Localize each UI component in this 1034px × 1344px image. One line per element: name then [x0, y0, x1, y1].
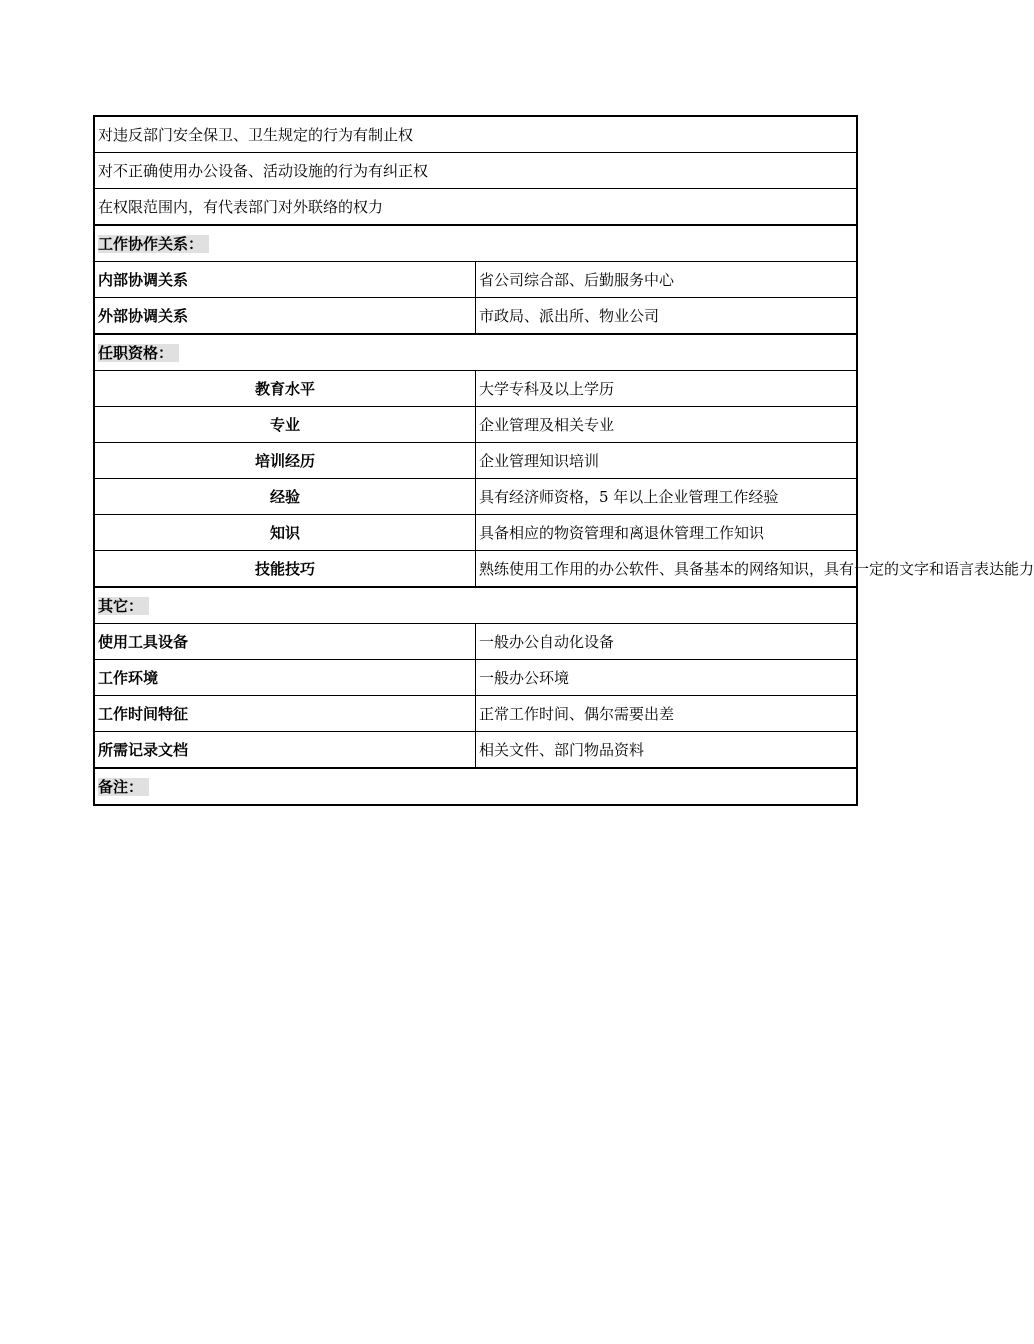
other-row — [94, 732, 857, 769]
authority-text: 在权限范围内，有代表部门对外联络的权力 — [94, 189, 857, 226]
other-row — [94, 696, 857, 732]
cooperation-row — [94, 298, 857, 335]
qualification-row — [94, 371, 857, 407]
row-label: 经验 — [94, 479, 476, 515]
row-value: 企业管理及相关专业 — [476, 407, 858, 443]
row-label: 专业 — [94, 407, 476, 443]
row-value: 省公司综合部、后勤服务中心 — [476, 262, 858, 298]
row-value: 大学专科及以上学历 — [476, 371, 858, 407]
qualification-row — [94, 515, 857, 551]
row-value: 企业管理知识培训 — [476, 443, 858, 479]
row-label: 教育水平 — [94, 371, 476, 407]
section-heading-qualifications: 任职资格： — [98, 344, 179, 362]
qualification-row — [94, 479, 857, 515]
section-heading-cooperation: 工作协作关系： — [98, 235, 209, 253]
job-description-table — [93, 115, 1034, 806]
section-qualifications — [94, 334, 857, 371]
row-label: 知识 — [94, 515, 476, 551]
other-row — [94, 660, 857, 696]
row-value: 市政局、派出所、物业公司 — [476, 298, 858, 335]
section-cooperation — [94, 225, 857, 262]
qualification-row — [94, 443, 857, 479]
section-remarks — [94, 768, 857, 805]
row-value: 相关文件、部门物品资料 — [476, 732, 858, 769]
row-value: 正常工作时间、偶尔需要出差 — [476, 696, 858, 732]
section-other — [94, 587, 857, 624]
row-label: 培训经历 — [94, 443, 476, 479]
row-value: 熟练使用工作用的办公软件、具备基本的网络知识，具有一定的文字和语言表达能力 — [476, 551, 858, 588]
row-label: 使用工具设备 — [94, 624, 476, 660]
row-value: 具有经济师资格，5 年以上企业管理工作经验 — [476, 479, 858, 515]
row-label: 外部协调关系 — [94, 298, 476, 335]
other-row — [94, 624, 857, 660]
qualification-row — [94, 551, 857, 588]
row-label: 内部协调关系 — [94, 262, 476, 298]
authority-row — [94, 116, 857, 153]
authority-text: 对不正确使用办公设备、活动设施的行为有纠正权 — [94, 153, 857, 189]
section-heading-remarks: 备注： — [98, 778, 149, 796]
authority-text: 对违反部门安全保卫、卫生规定的行为有制止权 — [94, 116, 857, 153]
row-label: 所需记录文档 — [94, 732, 476, 769]
row-value: 具备相应的物资管理和离退休管理工作知识 — [476, 515, 858, 551]
section-heading-other: 其它： — [98, 597, 149, 615]
qualification-row — [94, 407, 857, 443]
row-value: 一般办公自动化设备 — [476, 624, 858, 660]
cooperation-row — [94, 262, 857, 298]
row-value: 一般办公环境 — [476, 660, 858, 696]
row-label: 工作时间特征 — [94, 696, 476, 732]
row-label: 技能技巧 — [94, 551, 476, 588]
authority-row — [94, 153, 857, 189]
authority-row — [94, 189, 857, 226]
row-label: 工作环境 — [94, 660, 476, 696]
